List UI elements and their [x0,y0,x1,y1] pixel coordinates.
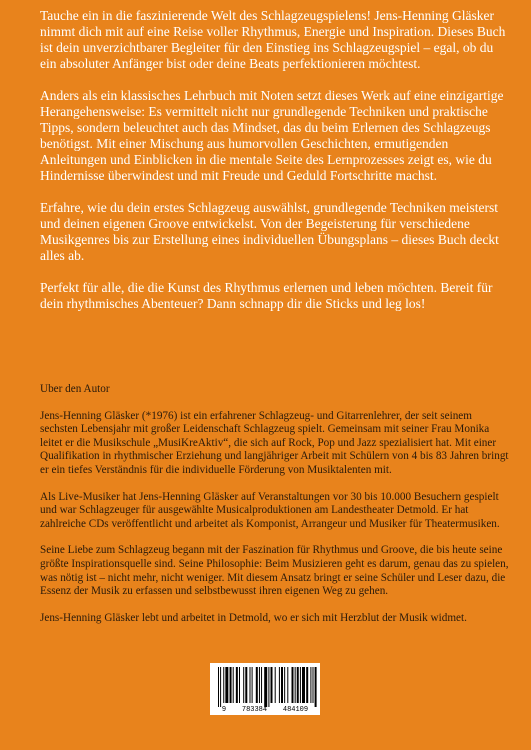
barcode-bar [250,667,251,703]
barcode-bar [281,667,283,703]
blurb-section [40,8,506,328]
barcode-bar [313,667,314,703]
barcode-bar [310,667,311,703]
author-heading: Uber den Autor [40,383,110,395]
barcode-bar [295,667,296,703]
barcode-bar [223,667,224,703]
barcode-bar [287,667,288,703]
barcode-bar [300,667,301,703]
barcode-bar [292,667,294,703]
isbn-barcode [210,663,320,715]
author-paragraph-2: Als Live-Musiker hat Jens-Henning Gläsker auf Veranstaltungen vor 30 bis 10.000 Besuchern gespielt und war Schlagzeuger für ausgewählte Musicalproduktionen am Landestheater Detmold. Er hat zahlreiche CDs veröffentlicht und arbeitet als Komponist, Arrangeur und Musiker für Theatermusiken. [40,490,500,530]
blurb-paragraph-3: Erfahre, wie du dein erstes Schlagzeug auswählst, grundlegende Techniken meisterst und deinen eigenen Groove entwickelst. Von der Begeisterung für verschiedene Musikgenres bis zur Erstellung eines individuellen Übungsplans – dieses Buch deckt alles ab. [40,200,499,263]
blurb-paragraph-1: Tauche ein in die faszinierende Welt des Schlagzeugspielens! Jens-Henning Gläsker nimmt dich mit auf eine Reise voller Rhythmus, Energie und Inspiration. Dieses Buch ist dein unverzichtbarer Begleiter für den Einstieg ins Schlagzeugspiel – egal, ob du ein absoluter Anfänger bist oder deine Beats perfektionieren möchtest. [40,8,506,71]
barcode-bar [243,667,244,703]
barcode-bar [230,667,232,703]
author-paragraph-1: Jens-Henning Gläsker (*1976) ist ein erfahrener Schlagzeug- und Gitarrenlehrer, der seit seinem sechsten Lebensjahr mit großer Leidenschaft Schlagzeug spielt. Gemeinsam mit seiner Frau Monika leitet er die Musikschule „MusiKreAktiv“, die sich auf Rock, Pop und Jazz spezialisiert hat. Mit einer Qualifikation in rhythmischer Erziehung und langjähriger Arbeit mit Schülern von 4 bis 83 Jahren bringt er ein tiefes Verständnis für die individuelle Förderung von Musiktalenten mit. [40,409,509,476]
blurb-paragraph-2: Anders als ein klassisches Lehrbuch mit Noten setzt dieses Werk auf eine einzigartige Herangehensweise: Es vermittelt nicht nur grundlegende Techniken und praktische Tipps, sondern beleuchtet auch das Mindset, das du beim Erlernen des Schlagzeugs benötigst. Mit einer Mischung aus humorvollen Geschichten, ermutigenden Anleitungen und Einblicken in die mentale Seite des Lernprozesses zeigt es, wie du Hindernisse überwindest und mit Freude und Geduld Fortschritte machst. [40,88,504,183]
barcode-bar [236,667,238,703]
barcode-bar [268,667,269,707]
barcode-bar [284,667,285,703]
barcode-bar [297,667,299,703]
barcode-bar [256,667,258,703]
barcode-bar [218,667,219,707]
blurb-paragraph-4: Perfekt für alle, die die Kunst des Rhythmus erlernen und leben möchten. Bereit für dein rhythmisches Abenteuer? Dann schnapp dir die Sticks und leg los! [40,280,493,311]
barcode-bar [279,667,280,703]
barcode-bar [264,667,267,707]
barcode-bar [271,667,273,703]
barcode-bar [220,667,221,707]
barcode-group-2: 484109 [282,706,309,714]
barcode-bar [261,667,262,703]
author-paragraph-4: Jens-Henning Gläsker lebt und arbeitet in Detmold, wo er sich mit Herzblut der Musik widmet. [40,611,467,624]
barcode-bar [259,667,260,703]
barcode-bar [239,667,240,703]
barcode-bar [302,667,305,703]
barcode-bar [315,667,317,707]
barcode-prefix: 9 [221,706,227,714]
author-paragraph-3: Seine Liebe zum Schlagzeug begann mit der Faszination für Rhythmus und Groove, die bis heute seine größte Inspirationsquelle sind. Seine Philosophie: Beim Musizieren geht es darum, genau das zu spielen, was nötig ist – nicht mehr, nicht weniger. Mit diesem Ansatz bringt er seine Schüler und Leser dazu, die Essenz der Musik zu erfassen und selbstbewusst ihren eigenen Weg zu gehen. [40,544,509,598]
barcode-bar [225,667,228,703]
barcode-bar [306,667,308,703]
barcode-group-1: 783384 [241,706,268,714]
barcode-bar [252,667,253,703]
barcode-digits [210,706,320,714]
barcode-bar [245,667,247,703]
barcode-bar [275,667,276,703]
author-section [40,383,510,638]
barcode-bar [233,667,234,703]
